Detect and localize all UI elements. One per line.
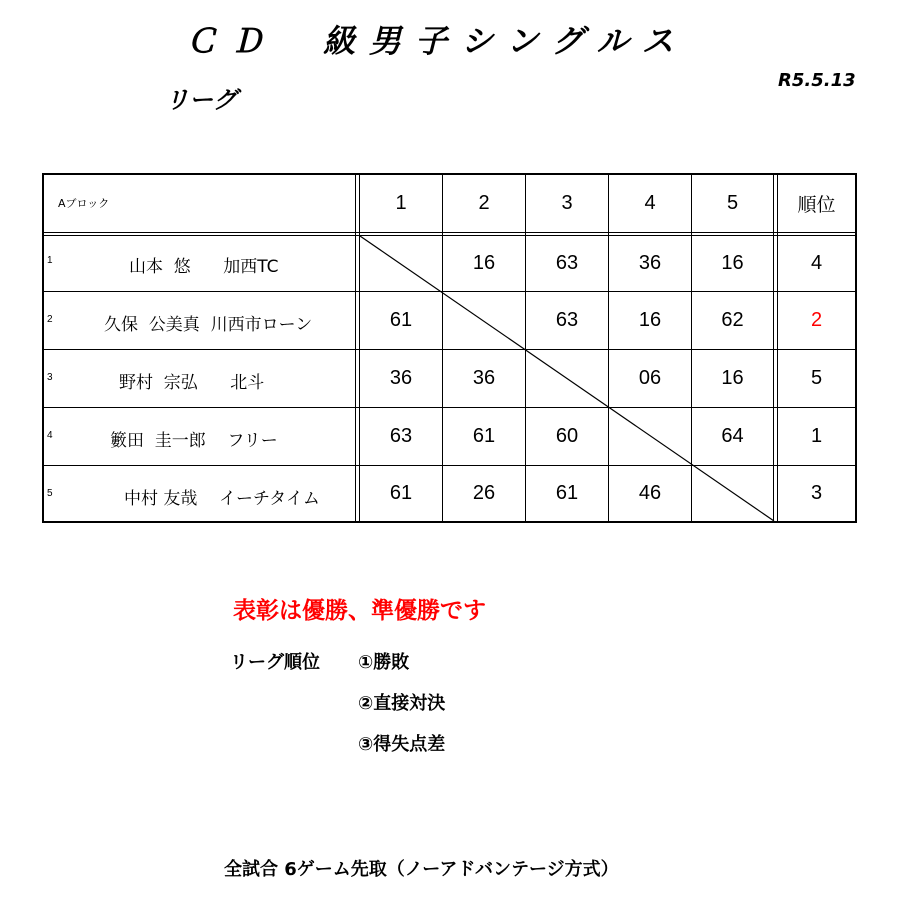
- match-rule: 全試合 6ゲーム先取（ノーアドバンテージ方式）: [224, 859, 619, 880]
- page-title: ＣＤ 級男子シングルス: [185, 22, 688, 60]
- score-cell: 36: [472, 367, 496, 389]
- row-number: 1: [47, 255, 53, 266]
- score-cell: [609, 408, 691, 465]
- col-header: 4: [644, 192, 656, 214]
- score-cell: 46: [638, 482, 662, 504]
- player-name: 山本 悠 加西TC: [129, 257, 279, 277]
- rank-cell: 3: [810, 482, 823, 504]
- player-name: 久保 公美真 川西市ローン: [104, 315, 313, 335]
- score-cell: 16: [721, 252, 744, 274]
- score-cell: 63: [555, 252, 579, 274]
- score-cell: 26: [472, 482, 496, 504]
- col-header: 5: [726, 192, 739, 214]
- rank-cell: 5: [810, 367, 823, 389]
- ranking-label: リーグ順位: [230, 652, 320, 673]
- score-cell: 36: [389, 367, 413, 389]
- award-note: 表彰は優勝、準優勝です: [233, 598, 486, 624]
- league-subtitle: リーグ: [165, 86, 237, 114]
- score-cell: 16: [472, 252, 496, 274]
- score-cell: 63: [555, 309, 579, 331]
- player-name: 中村 友哉 イーチタイム: [124, 489, 320, 509]
- score-cell: 06: [638, 367, 662, 389]
- rank-cell: 1: [810, 425, 823, 447]
- score-cell: 61: [389, 482, 413, 504]
- row-number: 4: [47, 430, 53, 441]
- score-cell: 60: [555, 425, 579, 447]
- score-cell: [360, 236, 442, 291]
- score-cell: 61: [555, 482, 579, 504]
- score-cell: [692, 466, 773, 521]
- score-cell: [526, 350, 608, 407]
- col-header: 1: [395, 192, 407, 214]
- row-number: 3: [47, 372, 53, 383]
- score-cell: 16: [638, 309, 662, 331]
- rank-cell-highlight: 2: [810, 309, 823, 331]
- ranking-criterion: ①勝敗: [358, 652, 410, 673]
- score-cell: 61: [389, 309, 413, 331]
- ranking-criterion: ③得失点差: [358, 734, 446, 755]
- score-cell: 36: [638, 252, 662, 274]
- col-header: 2: [478, 192, 490, 214]
- block-label: Aブロック: [58, 197, 110, 210]
- event-date: R5.5.13: [778, 70, 856, 91]
- score-cell: 61: [472, 425, 496, 447]
- ranking-criterion: ②直接対決: [358, 693, 446, 714]
- player-name: 野村 宗弘 北斗: [119, 373, 265, 393]
- score-cell: 63: [389, 425, 413, 447]
- score-cell: 64: [721, 425, 744, 447]
- player-name: 籔田 圭一郎 フリー: [110, 431, 278, 451]
- score-cell: 62: [721, 309, 744, 331]
- league-table: [42, 173, 857, 523]
- row-number: 5: [47, 488, 53, 499]
- col-header: 3: [561, 192, 573, 214]
- rank-header: 順位: [797, 194, 836, 216]
- row-number: 2: [47, 314, 53, 325]
- rank-cell: 4: [810, 252, 823, 274]
- score-cell: [443, 292, 525, 349]
- score-cell: 16: [721, 367, 744, 389]
